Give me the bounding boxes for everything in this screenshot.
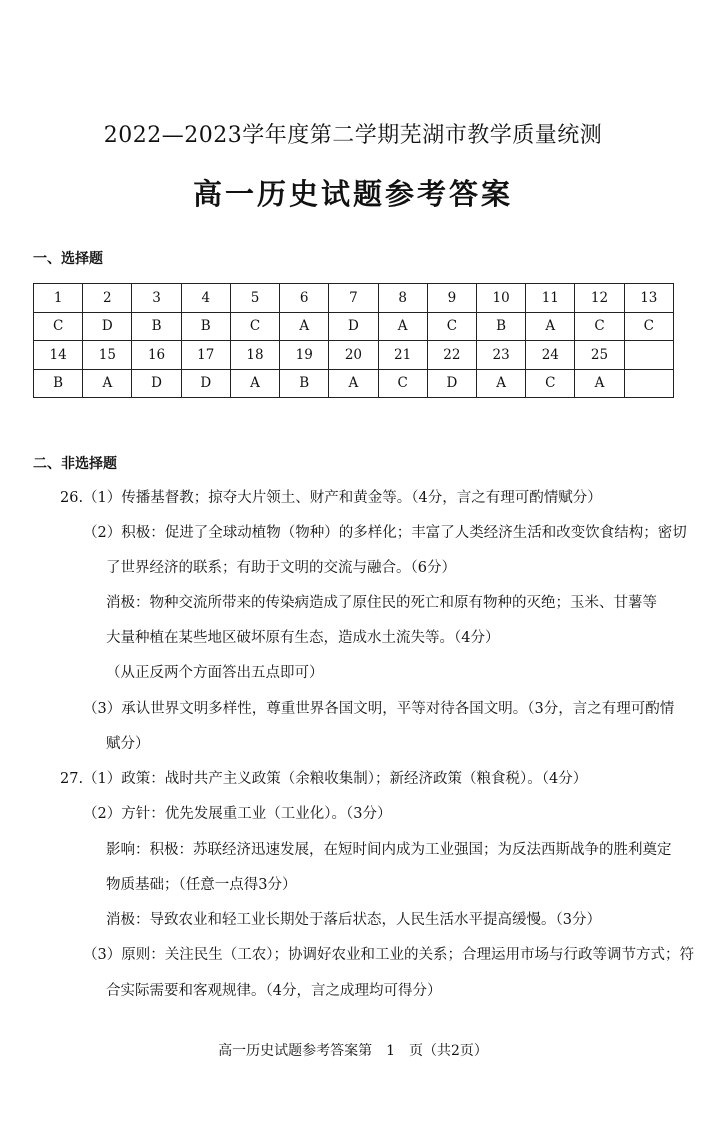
- answer-cell: A: [526, 312, 575, 341]
- answer-line: 了世界经济的联系；有助于文明的交流与融合。（6分）: [106, 560, 456, 576]
- answer-cell: D: [132, 369, 181, 398]
- answer-cell: C: [526, 369, 575, 398]
- answer-cell: C: [575, 312, 624, 341]
- table-row: [34, 312, 674, 341]
- answer-line: 大量种植在某些地区破坏原有生态，造成水土流失等。（4分）: [106, 630, 500, 646]
- answer-line: （3）原则：关注民生（工农）；协调好农业和工业的关系；合理运用市场与行政等调节方式；符: [83, 947, 694, 963]
- answer-cell: A: [476, 369, 525, 398]
- answer-cell: B: [34, 369, 83, 398]
- question-number-cell: 15: [83, 341, 132, 370]
- answer-cell: C: [624, 312, 673, 341]
- question-number-cell: [624, 341, 673, 370]
- answer-cell: D: [329, 312, 378, 341]
- question-number-cell: 7: [329, 284, 378, 313]
- answer-cell: A: [329, 369, 378, 398]
- answer-cell: A: [83, 369, 132, 398]
- answer-cell: A: [230, 369, 279, 398]
- answer-cell: [624, 369, 673, 398]
- answer-line: 消极：物种交流所带来的传染病造成了原住民的死亡和原有物种的灭绝；玉米、甘薯等: [106, 595, 657, 611]
- table-row: [34, 284, 674, 313]
- page-footer: 高一历史试题参考答案第 1 页（共2页）: [218, 1043, 488, 1059]
- question-number-cell: 8: [378, 284, 427, 313]
- answer-cell: B: [476, 312, 525, 341]
- answer-line: 26.（1）传播基督教；掠夺大片领土、财产和黄金等。（4分，言之有理可酌情赋分）: [60, 490, 602, 506]
- answer-line: 物质基础；（任意一点得3分）: [106, 877, 297, 893]
- answer-cell: D: [83, 312, 132, 341]
- answer-cell: D: [181, 369, 230, 398]
- answer-cell: C: [230, 312, 279, 341]
- question-number-cell: 1: [34, 284, 83, 313]
- section-heading-choice: 一、选择题: [33, 251, 103, 267]
- table-row: [34, 341, 674, 370]
- answer-cell: C: [34, 312, 83, 341]
- answer-line: （2）积极：促进了全球动植物（物种）的多样化；丰富了人类经济生活和改变饮食结构；密切: [83, 525, 687, 541]
- answer-line: 27.（1）政策：战时共产主义政策（余粮收集制）；新经济政策（粮食税）。（4分）: [60, 771, 588, 787]
- page-title: 高一历史试题参考答案: [192, 177, 513, 211]
- answer-line: 影响：积极：苏联经济迅速发展，在短时间内成为工业强国；为反法西斯战争的胜利奠定: [106, 842, 672, 858]
- answer-cell: A: [280, 312, 329, 341]
- question-number-cell: 20: [329, 341, 378, 370]
- question-number-cell: 4: [181, 284, 230, 313]
- question-number-cell: 23: [476, 341, 525, 370]
- question-number-cell: 10: [476, 284, 525, 313]
- answer-cell: B: [280, 369, 329, 398]
- section-heading-nonchoice: 二、非选择题: [33, 456, 117, 472]
- question-number-cell: 2: [83, 284, 132, 313]
- question-number-cell: 12: [575, 284, 624, 313]
- answer-cell: C: [427, 312, 476, 341]
- answer-line: 消极：导致农业和轻工业长期处于落后状态，人民生活水平提高缓慢。（3分）: [106, 912, 601, 928]
- question-number-cell: 21: [378, 341, 427, 370]
- question-number-cell: 24: [526, 341, 575, 370]
- question-number-cell: 19: [280, 341, 329, 370]
- answer-line: 合实际需要和客观规律。（4分，言之成理均可得分）: [106, 983, 442, 999]
- answer-line: 赋分）: [106, 736, 150, 752]
- question-number-cell: 25: [575, 341, 624, 370]
- answer-line: （2）方针：优先发展重工业（工业化）。（3分）: [83, 806, 392, 822]
- answer-line: （3）承认世界文明多样性，尊重世界各国文明，平等对待各国文明。（3分，言之有理可酌情: [83, 701, 675, 717]
- answer-cell: B: [181, 312, 230, 341]
- question-number-cell: 14: [34, 341, 83, 370]
- question-number-cell: 22: [427, 341, 476, 370]
- question-number-cell: 5: [230, 284, 279, 313]
- question-number-cell: 9: [427, 284, 476, 313]
- question-number-cell: 3: [132, 284, 181, 313]
- answer-line: （从正反两个方面答出五点即可）: [106, 665, 324, 681]
- answer-cell: A: [378, 312, 427, 341]
- exam-subtitle: 2022—2023学年度第二学期芜湖市教学质量统测: [103, 123, 603, 148]
- answer-cell: D: [427, 369, 476, 398]
- answer-cell: A: [575, 369, 624, 398]
- question-number-cell: 11: [526, 284, 575, 313]
- question-number-cell: 17: [181, 341, 230, 370]
- question-number-cell: 6: [280, 284, 329, 313]
- answer-cell: C: [378, 369, 427, 398]
- answer-table: [33, 283, 674, 398]
- question-number-cell: 16: [132, 341, 181, 370]
- question-number-cell: 18: [230, 341, 279, 370]
- answer-cell: B: [132, 312, 181, 341]
- table-row: [34, 369, 674, 398]
- question-number-cell: 13: [624, 284, 673, 313]
